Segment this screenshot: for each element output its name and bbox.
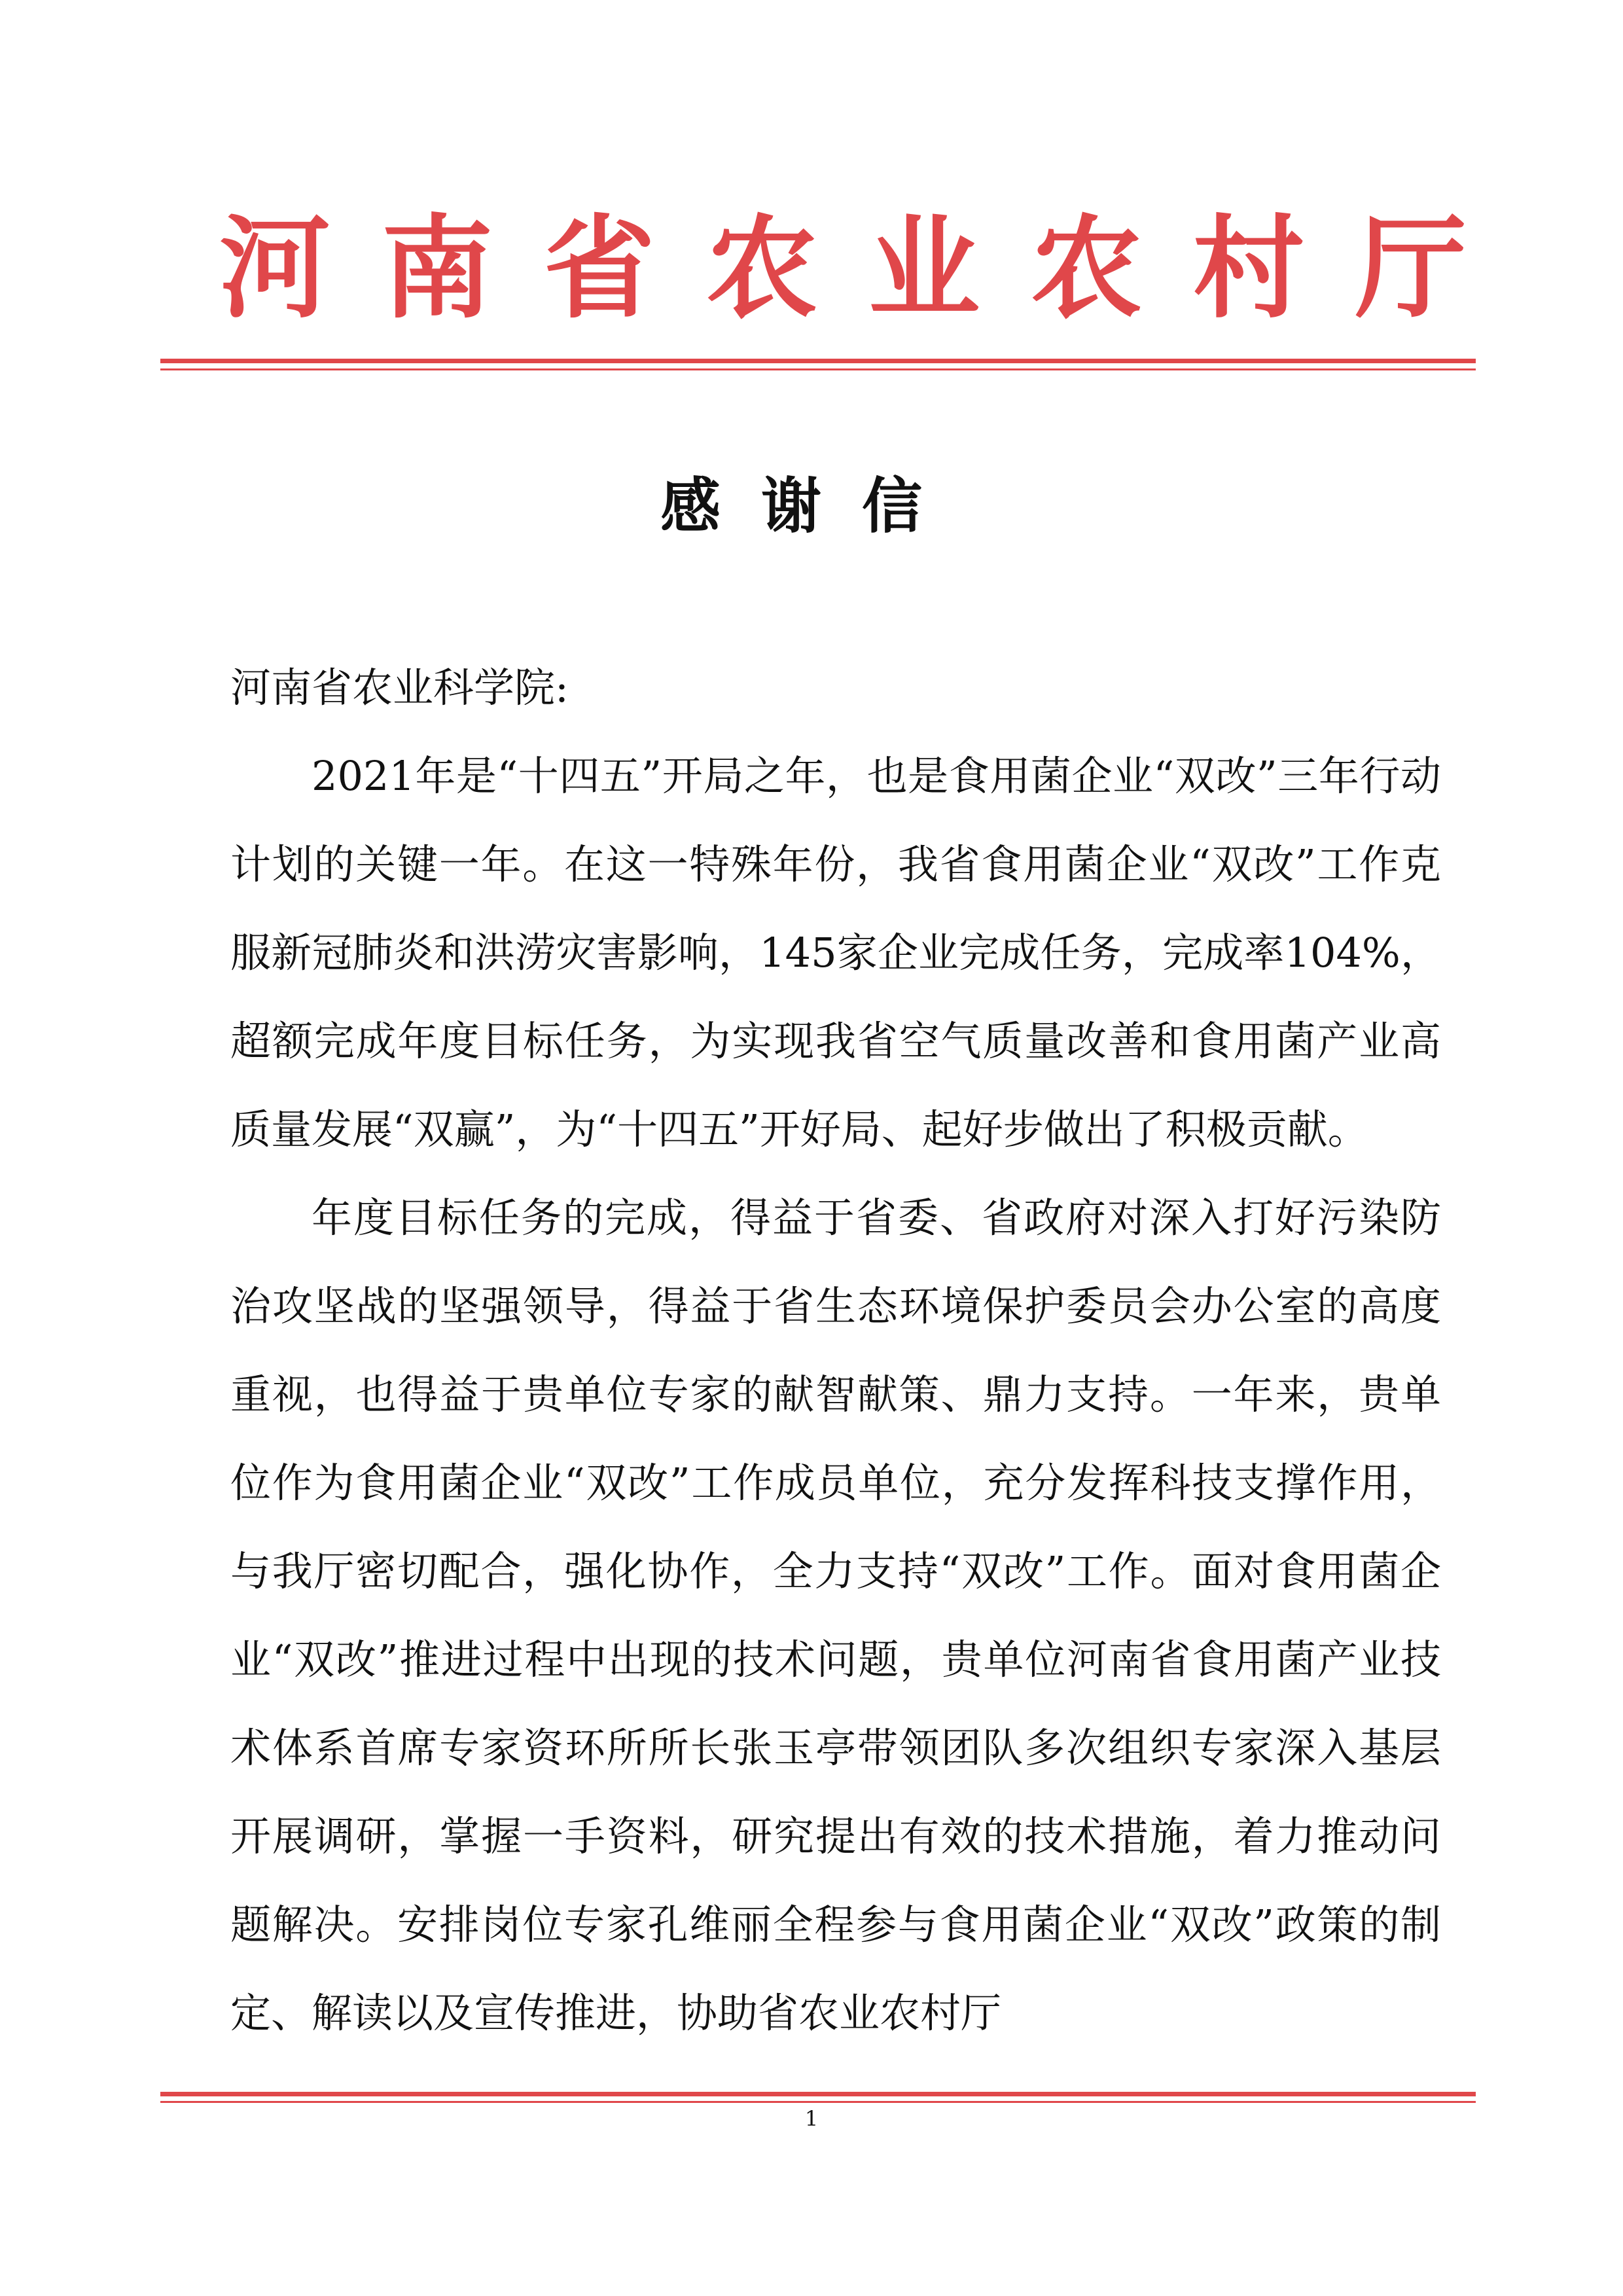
page-number: 1 [804, 2106, 819, 2131]
footer-red-rule [160, 2092, 1476, 2096]
footer-red-rule-thin [160, 2101, 1476, 2103]
letterhead-title: 河南省农业农村厅 [219, 203, 1518, 334]
letter-body [230, 643, 1441, 2057]
document-title: 感谢信 [660, 471, 963, 541]
body-paragraph: 2021年是“十四五”开局之年，也是食用菌企业“双改”三年行动计划的关键一年。在这一特殊年份，我省食用菌企业“双改”工作克服新冠肺炎和洪涝灾害影响，145家企业完成任务，完成率104%，超额完成年度目标任务，为实现我省空气质量改善和食用菌产业高质量发展“双赢”，为“十四五”开好局、起好步做出了积极贡献。 [230, 752, 1441, 1153]
salutation: 河南省农业科学院: [230, 664, 569, 711]
header-red-rule-thin [160, 368, 1476, 370]
body-paragraph: 年度目标任务的完成，得益于省委、省政府对深入打好污染防治攻坚战的坚强领导，得益于省生态环境保护委员会办公室的高度重视，也得益于贵单位专家的献智献策、鼎力支持。一年来，贵单位作为食用菌企业“双改”工作成员单位，充分发挥科技支撑作用，与我厅密切配合，强化协作，全力支持“双改”工作。面对食用菌企业“双改”推进过程中出现的技术问题，贵单位河南省食用菌产业技术体系首席专家资环所所长张玉亭带领团队多次组织专家深入基层开展调研，掌握一手资料，研究提出有效的技术措施，着力推动问题解决。安排岗位专家孔维丽全程参与食用菌企业“双改”政策的制定、解读以及宣传推进，协助省农业农村厅 [230, 1194, 1441, 2037]
header-red-rule [160, 359, 1476, 363]
